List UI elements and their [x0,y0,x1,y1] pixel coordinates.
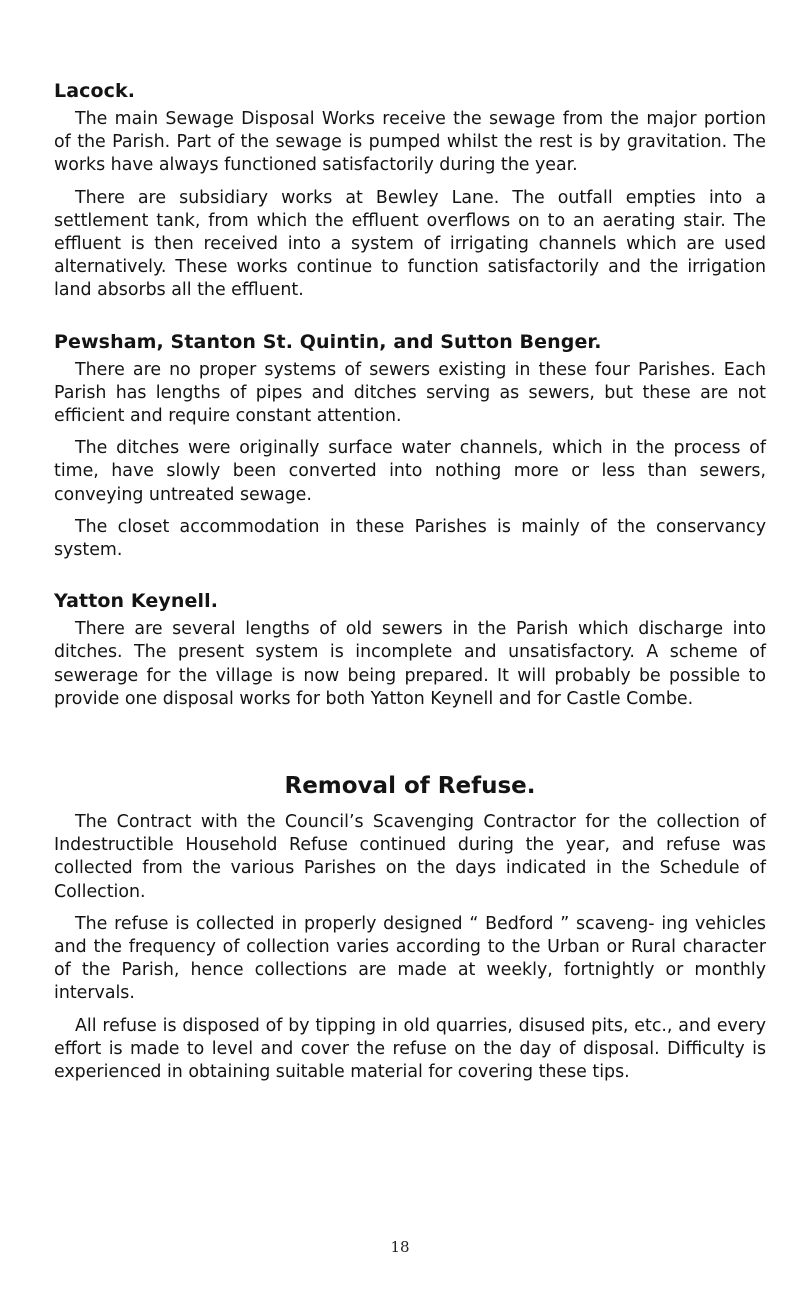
refuse-heading: Removal of Refuse. [284,773,536,800]
paragraph: The closet accommodation in these Parishes is mainly of the conservancy system. [54,516,766,561]
section-pewsham [54,329,766,563]
paragraph: There are several lengths of old sewers in the Parish which discharge into ditches. The present system is incomplete and unsatisfactory. A scheme of sewerage for the village is now being prepared. It will probably be possible to provide one disposal works for both Yatton Keynell and for Castle Combe. [54,619,766,709]
section-yatton-keynell [54,588,766,711]
section-removal-of-refuse [54,811,766,1084]
section-lacock [54,78,766,303]
paragraph: There are subsidiary works at Bewley Lane. The outfall empties into a settlement tank, from which the effluent overflows on to an aerating stair. The effluent is then received into a system of irrigating channels which are used alternatively. These works continue to function satisfactorily and the irrigation land absorbs all the effluent. [54,187,766,301]
section-heading: Lacock. [54,80,136,102]
paragraph: All refuse is disposed of by tipping in old quarries, disused pits, etc., and every effort is made to level and cover the refuse on the day of disposal. Difficulty is experienced in obtaining suitable material for covering these tips. [54,1015,766,1083]
page-number: 18 [390,1238,410,1256]
document-page [54,78,766,1093]
paragraph: The refuse is collected in properly designed “ Bedford ” scaveng- ing vehicles and the frequency of collection varies according to the Urban or Rural character of the Parish, hence collections are made at weekly, fortnightly or monthly intervals. [54,913,766,1004]
section-heading: Pewsham, Stanton St. Quintin, and Sutton Benger. [54,330,602,353]
paragraph: The ditches were originally surface water channels, which in the process of time, have slowly been converted into nothing more or less than sewers, conveying untreated sewage. [54,438,766,505]
paragraph: The main Sewage Disposal Works receive the sewage from the major portion of the Parish. Part of the sewage is pumped whilst the rest is by gravitation. The works have always functioned satisfactorily during the year. [54,109,766,176]
paragraph: The Contract with the Council’s Scavenging Contractor for the collection of Indestructible Household Refuse continued during the year, and refuse was collected from the various Parishes on the days indicated in the Schedule of Collection. [54,812,766,902]
paragraph: There are no proper systems of sewers existing in these four Parishes. Each Parish has lengths of pipes and ditches serving as sewers, but these are not efficient and require constant attention. [54,359,766,427]
section-heading: Yatton Keynell. [54,590,219,613]
